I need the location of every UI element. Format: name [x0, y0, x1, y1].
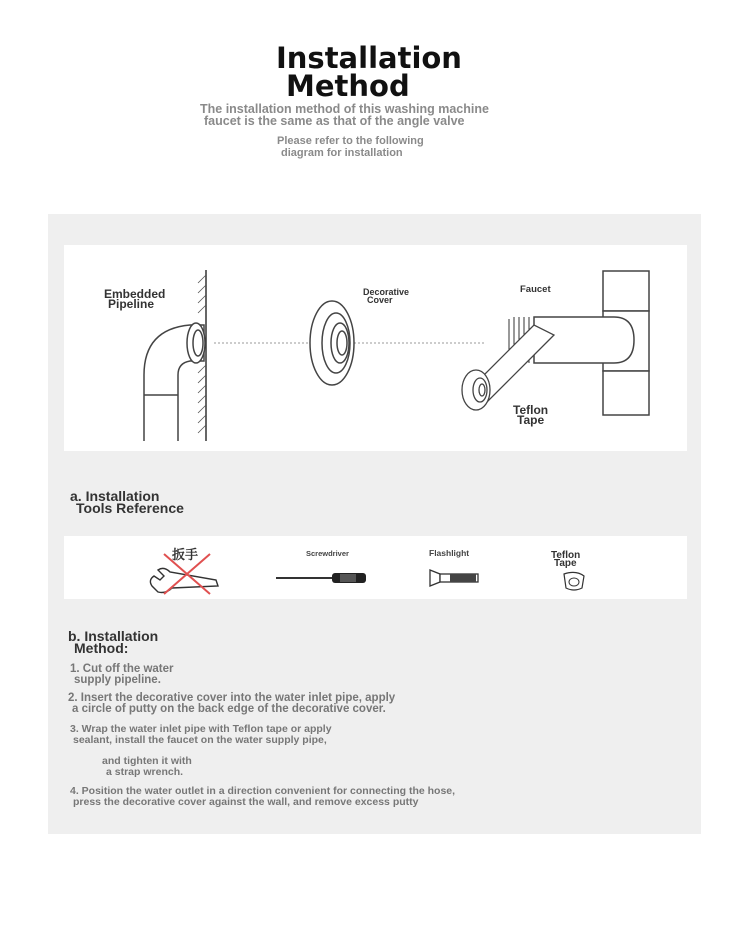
decorative-cover-icon	[310, 301, 354, 385]
title-line-2: Method	[286, 69, 410, 103]
label-teflon-tape	[513, 405, 548, 425]
cover-label-1: Decorative	[363, 287, 410, 297]
section-b-line-2: Method:	[74, 640, 129, 656]
subtitle	[200, 103, 489, 127]
section-b-line-1: b. Installation	[68, 628, 159, 644]
step-2-line-2: a circle of putty on the back edge of the decorative cover.	[72, 703, 386, 715]
page-title	[276, 41, 462, 103]
embedded-label-2: Pipeline	[108, 297, 155, 311]
screwdriver-label: Screwdriver	[306, 549, 349, 558]
instructions-panel	[48, 214, 701, 834]
diagram-illustration	[64, 245, 687, 451]
teflon-label-2: Tape	[517, 413, 545, 427]
step-2-line-1: 2. Insert the decorative cover into the water inlet pipe, apply	[68, 692, 396, 704]
refer-note	[277, 135, 424, 159]
flashlight-icon	[428, 568, 484, 588]
subtitle-line-2: faucet is the same as that of the angle valve	[204, 114, 465, 128]
subtitle-line-1: The installation method of this washing machine	[200, 102, 489, 116]
step-3	[70, 724, 332, 778]
teflon-roll-icon	[560, 570, 590, 594]
embedded-pipe-icon	[144, 323, 205, 441]
section-a-line-1: a. Installation	[70, 488, 160, 504]
step-3-line-4: a strap wrench.	[106, 766, 184, 778]
step-3-line-1: 3. Wrap the water inlet pipe with Teflon tape or apply	[70, 723, 332, 735]
step-3-line-2: sealant, install the faucet on the water supply pipe,	[73, 734, 327, 746]
section-a-line-2: Tools Reference	[76, 500, 184, 516]
label-embedded-pipeline	[104, 289, 165, 309]
teflon-tape-icon	[462, 325, 554, 410]
step-1-line-2: supply pipeline.	[74, 674, 161, 686]
step-4	[70, 786, 455, 808]
step-4-line-2: press the decorative cover against the wall, and remove excess putty	[73, 796, 419, 808]
title-line-1: Installation	[276, 41, 462, 75]
step-2	[68, 693, 395, 715]
teflon-tape-tool-label	[551, 552, 580, 568]
teflon-label-1: Teflon	[513, 403, 549, 417]
installation-diagram	[64, 245, 687, 451]
faucet-label: Faucet	[520, 284, 551, 295]
wrench-icon	[146, 546, 226, 598]
flashlight-label: Flashlight	[429, 548, 470, 558]
note-line-2: diagram for installation	[281, 147, 403, 159]
section-b-heading	[68, 630, 158, 654]
label-faucet	[520, 285, 551, 295]
embedded-label-1: Embedded	[104, 287, 166, 301]
wrench-label: 扳手	[172, 547, 199, 562]
screwdriver-icon	[274, 570, 370, 586]
label-decorative-cover	[363, 288, 409, 304]
cover-label-2: Cover	[367, 295, 393, 305]
tool-teflon-line-2: Tape	[554, 558, 577, 569]
section-a-heading	[70, 490, 184, 514]
step-3-line-3: and tighten it with	[102, 755, 192, 767]
tool-teflon-line-1: Teflon	[551, 550, 581, 561]
step-1-line-1: 1. Cut off the water	[70, 663, 174, 675]
step-4-line-1: 4. Position the water outlet in a direction convenient for connecting the hose,	[70, 785, 456, 797]
step-1	[70, 664, 174, 686]
note-line-1: Please refer to the following	[277, 135, 424, 147]
tools-strip	[64, 536, 687, 599]
